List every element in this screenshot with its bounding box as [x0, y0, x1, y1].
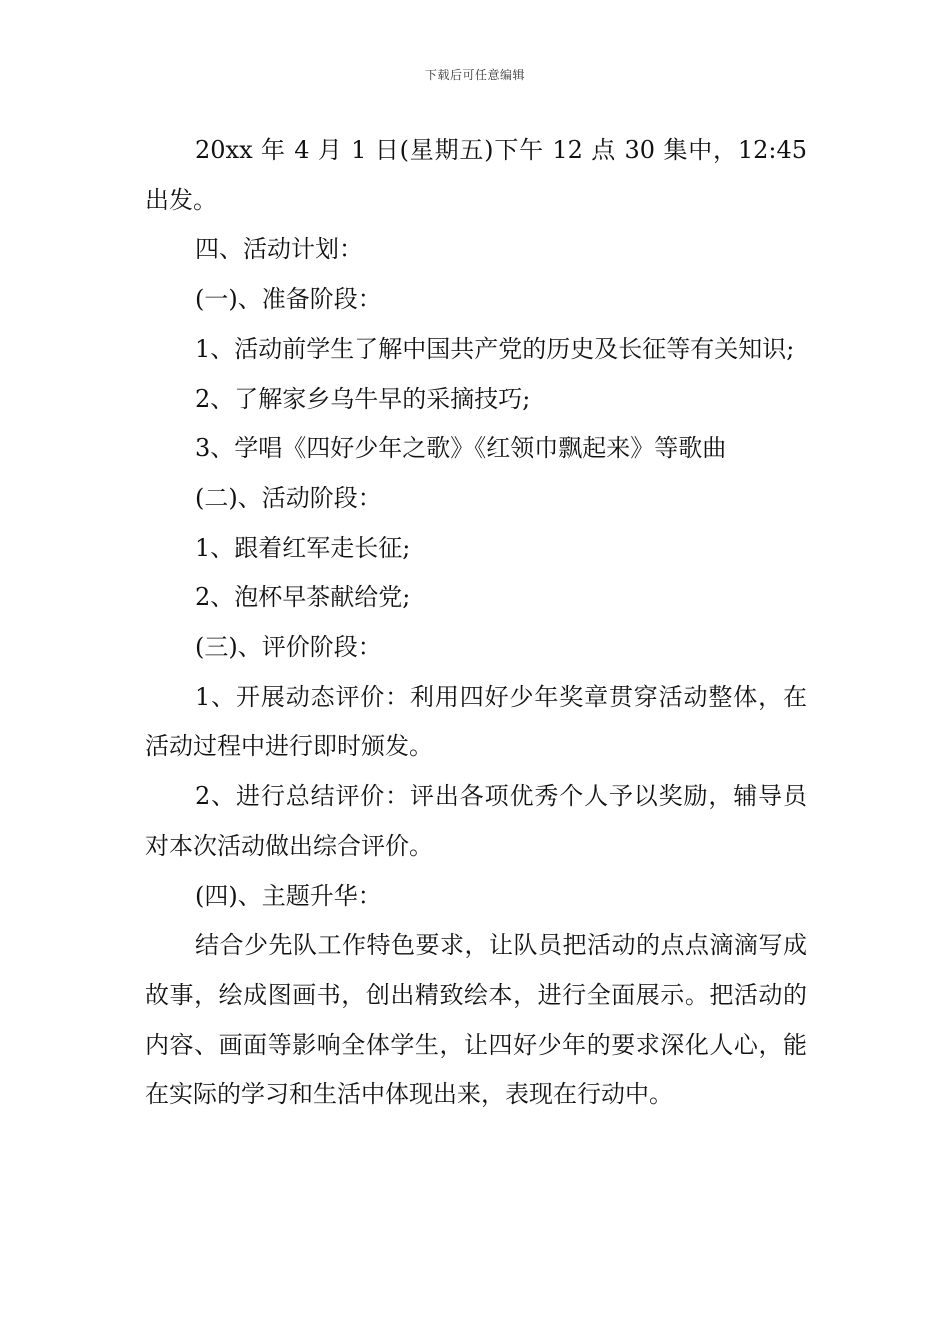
subheading-theme: (四)、主题升华：	[195, 881, 382, 910]
list-item-activity-2: 2、泡杯早茶献给党;	[195, 583, 411, 612]
list-item-eval-1: 1、开展动态评价：利用四好少年奖章贯穿活动整体，在活动过程中进行即时颁发。	[145, 682, 807, 761]
page-header: 下载后可任意编辑	[424, 68, 525, 82]
subheading-evaluation: (三)、评价阶段：	[195, 633, 382, 662]
list-item-eval-2: 2、进行总结评价：评出各项优秀个人予以奖励，辅导员对本次活动做出综合评价。	[145, 782, 807, 860]
document-body	[145, 126, 807, 1120]
list-item-prep-3: 3、学唱《四好少年之歌》《红领巾飘起来》等歌曲	[195, 434, 727, 463]
paragraph-theme: 结合少先队工作特色要求，让队员把活动的点点滴滴写成故事，绘成图画书，创出精致绘本，进行全面展示。把活动的内容、画面等影响全体学生，让四好少年的要求深化人心，能在实际的学习和生活中体现出来，表现在行动中。	[145, 931, 807, 1109]
paragraph-time: 20xx 年 4 月 1 日(星期五)下午 12 点 30 集中，12:45 出发。	[145, 136, 807, 214]
list-item-prep-1: 1、活动前学生了解中国共产党的历史及长征等有关知识;	[195, 334, 795, 363]
section-heading-plan: 四、活动计划：	[195, 235, 363, 264]
subheading-preparation: (一)、准备阶段：	[195, 285, 382, 314]
list-item-activity-1: 1、跟着红军走长征;	[195, 533, 411, 562]
list-item-prep-2: 2、了解家乡乌牛早的采摘技巧;	[195, 384, 531, 413]
subheading-activity: (二)、活动阶段：	[195, 483, 382, 512]
